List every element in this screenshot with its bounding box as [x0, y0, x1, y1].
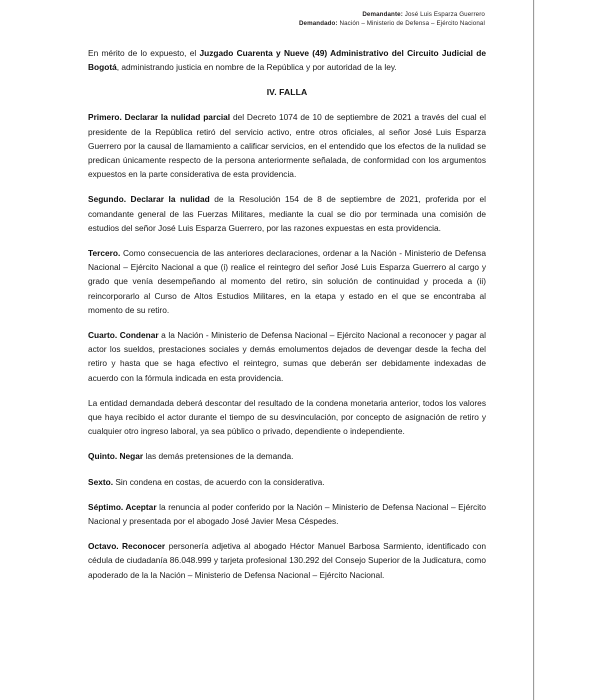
ruling-cuarto-text: a la Nación - Ministerio de Defensa Nacional – Ejército Nacional a reconocer y pagar al actor los sueldos, prestaciones sociales y demás emolumentos dejados de devengar desde la fecha del retiro y hasta que se haga efectivo el reintegro, sumas que deberán ser debidamente indexadas de acuerdo con la fórmula indicada en esta providencia. — [88, 330, 486, 383]
header-plaintiff-line — [0, 10, 485, 19]
ruling-quinto — [88, 449, 486, 463]
ruling-segundo — [88, 192, 486, 235]
ruling-tercero — [88, 246, 486, 317]
page-outside-margin — [535, 0, 600, 700]
ruling-septimo-ordinal: Séptimo. Aceptar — [88, 501, 157, 512]
ruling-octavo-ordinal: Octavo. Reconocer — [88, 541, 166, 552]
ruling-primero-ordinal: Primero. Declarar la nulidad parcial — [88, 112, 231, 123]
ruling-tercero-text: Como consecuencia de las anteriores declaraciones, ordenar a la Nación - Ministerio de Defensa Nacional – Ejército Nacional a que (i) realice el reintegro del señor José Luis Esparza Guerrero al cargo y grado que venía desempeñando al momento del retiro, sin solución de continuidad y proceda a (ii) reincorporarlo al Curso de Altos Estudios Militares, en la etapa y estado en el que se encontraba al momento de su retiro. — [88, 248, 486, 315]
ruling-quinto-ordinal: Quinto. Negar — [88, 451, 144, 462]
header-defendant-value: Nación – Ministerio de Defensa – Ejército Nacional — [339, 20, 485, 28]
section-heading-falla: IV. FALLA — [266, 87, 308, 98]
ruling-sexto-text: Sin condena en costas, de acuerdo con la considerativa. — [113, 476, 325, 487]
ruling-cuarto — [88, 328, 486, 385]
intro-court-name: Juzgado Cuarenta y Nueve (49) Administrativo del Circuito Judicial de Bogotá — [88, 48, 486, 73]
header-defendant-label: Demandado: — [298, 20, 338, 28]
ruling-sexto-ordinal: Sexto. — [88, 476, 114, 487]
ruling-primero — [88, 110, 486, 181]
ruling-sexto — [88, 475, 486, 489]
ruling-octavo — [88, 539, 486, 582]
header-defendant-line — [0, 19, 485, 28]
ruling-segundo-ordinal: Segundo. Declarar la nulidad — [88, 194, 210, 205]
ruling-septimo — [88, 500, 486, 528]
document-running-header — [0, 10, 533, 29]
ruling-primero-text: del Decreto 1074 de 10 de septiembre de 2021 a través del cual el presidente de la República retiró del servicio activo, entre otros oficiales, al señor José Luis Esparza Guerrero por la causal de llamamiento a calificar servicios, en el entendido que los efectos de la nulidad se predican únicamente respecto de la persona anteriormente señalada, de conformidad con los argumentos expuestos en la parte considerativa de esta providencia. — [88, 112, 486, 180]
intro-before: En mérito de lo expuesto, el — [88, 48, 200, 58]
discount-paragraph: La entidad demandada deberá descontar del resultado de la condena monetaria anterior, todos los valores que haya recibido el actor durante el tiempo de su desvinculación, por concepto de asignación de retiro y cualquier otro ingreso laboral, ya sea público o privado, dependiente o independiente. — [88, 397, 486, 437]
header-plaintiff-label: Demandante: — [362, 11, 403, 18]
ruling-octavo-text: personería adjetiva al abogado Héctor Manuel Barbosa Sarmiento, identificado con cédula de ciudadanía 86.048.999 y tarjeta profesional 130.292 del Consejo Superior de la Judicatura, como apoderado de la la Nación – Ministerio de Defensa Nacional – Ejército Nacional. — [88, 541, 486, 580]
ruling-quinto-text: las demás pretensiones de la demanda. — [143, 451, 294, 462]
ruling-septimo-text: la renuncia al poder conferido por la Nación – Ministerio de Defensa Nacional – Ejército Nacional y presentada por el abogado José Javier Mesa Céspedes. — [88, 501, 487, 527]
document-body — [88, 46, 486, 582]
ruling-segundo-text: de la Resolución 154 de 8 de septiembre de 2021, proferida por el comandante general de las Fuerzas Militares, mediante la cual se dio por terminada una comisión de estudios del señor José Luis Esparza Guerrero, por las razones expuestas en esta providencia. — [88, 194, 487, 233]
ruling-cuarto-ordinal: Cuarto. Condenar — [88, 330, 159, 341]
ruling-tercero-ordinal: Tercero. — [88, 248, 121, 259]
intro-paragraph — [88, 46, 486, 74]
intro-after: , administrando justicia en nombre de la República y por autoridad de la ley. — [116, 62, 397, 73]
header-plaintiff-value: José Luis Esparza Guerrero — [404, 11, 485, 18]
